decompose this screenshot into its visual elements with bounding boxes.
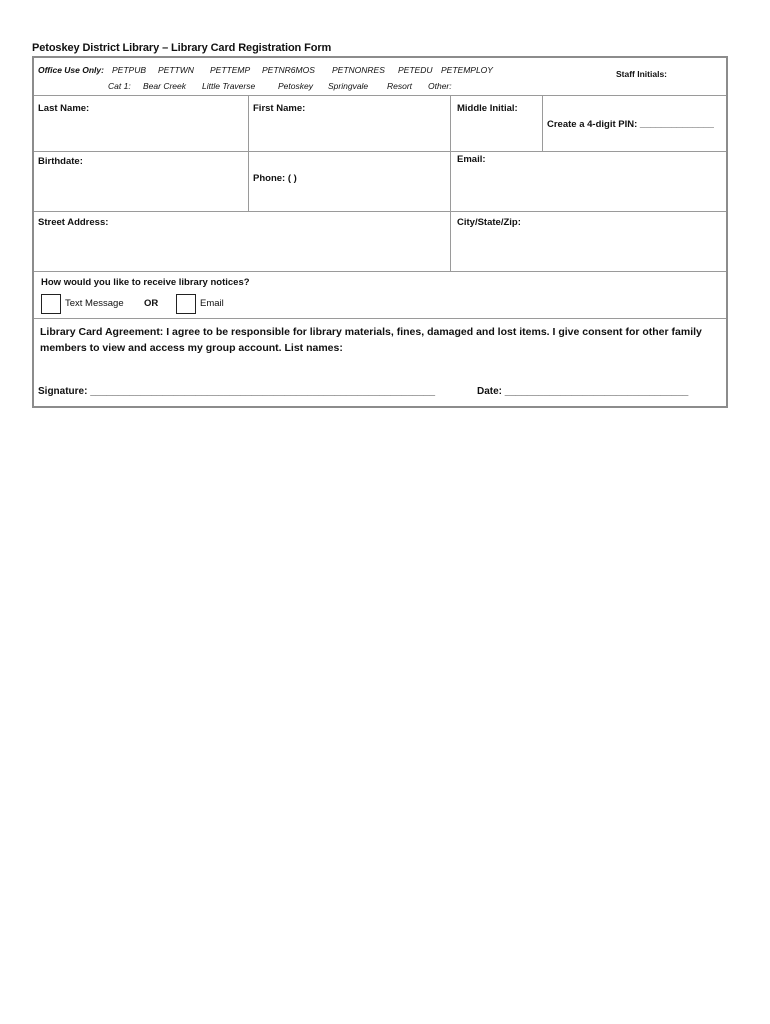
form-title: Petoskey District Library – Library Card Registration Form <box>32 42 332 54</box>
row-divider <box>34 211 726 212</box>
cat-option: Other: <box>428 81 452 91</box>
row-divider <box>34 151 726 152</box>
first-name-label: First Name: <box>253 103 306 114</box>
middle-initial-label: Middle Initial: <box>457 103 518 114</box>
row-divider <box>34 95 726 96</box>
date-line[interactable]: Date: _________________________________ <box>477 386 689 397</box>
text-message-label: Text Message <box>65 298 124 309</box>
email-option-label: Email <box>200 298 224 309</box>
text-message-checkbox[interactable] <box>41 294 61 314</box>
row-divider <box>34 318 726 319</box>
library-card-agreement: Library Card Agreement: I agree to be responsible for library materials, fines, damaged and lost items. I give consent for other family members to view and access my group account. List names: <box>40 326 702 354</box>
office-code: PETNONRES <box>332 65 385 75</box>
pin-field[interactable]: Create a 4-digit PIN: ______________ <box>547 119 714 130</box>
phone-label: Phone: ( ) <box>253 173 297 184</box>
cat-option: Resort <box>387 81 413 91</box>
office-code: PETEDU <box>398 65 433 75</box>
birthdate-label: Birthdate: <box>38 156 83 167</box>
signature-line[interactable]: Signature: ______________________________________________________________ <box>38 386 436 397</box>
column-divider <box>248 95 249 211</box>
row-divider <box>34 271 726 272</box>
office-code: PETPUB <box>112 65 147 75</box>
column-divider <box>542 95 543 151</box>
street-address-label: Street Address: <box>38 217 109 228</box>
office-code: PETNR6MOS <box>262 65 315 75</box>
city-state-zip-label: City/State/Zip: <box>457 217 521 228</box>
office-code: PETTEMP <box>210 65 251 75</box>
cat-label: Cat 1: <box>108 81 131 91</box>
office-code: PETEMPLOY <box>441 65 493 75</box>
office-use-label: Office Use Only: <box>38 65 104 75</box>
email-label: Email: <box>457 154 486 165</box>
email-checkbox[interactable] <box>176 294 196 314</box>
cat-option: Petoskey <box>278 81 313 91</box>
staff-initials-label: Staff Initials: <box>616 69 668 79</box>
notices-question: How would you like to receive library notices? <box>41 277 250 288</box>
column-divider <box>450 95 451 271</box>
office-code: PETTWN <box>158 65 194 75</box>
cat-option: Little Traverse <box>202 81 256 91</box>
last-name-label: Last Name: <box>38 103 90 114</box>
cat-option: Springvale <box>328 81 369 91</box>
or-label: OR <box>144 298 159 309</box>
registration-form <box>32 56 728 408</box>
cat-option: Bear Creek <box>143 81 186 91</box>
